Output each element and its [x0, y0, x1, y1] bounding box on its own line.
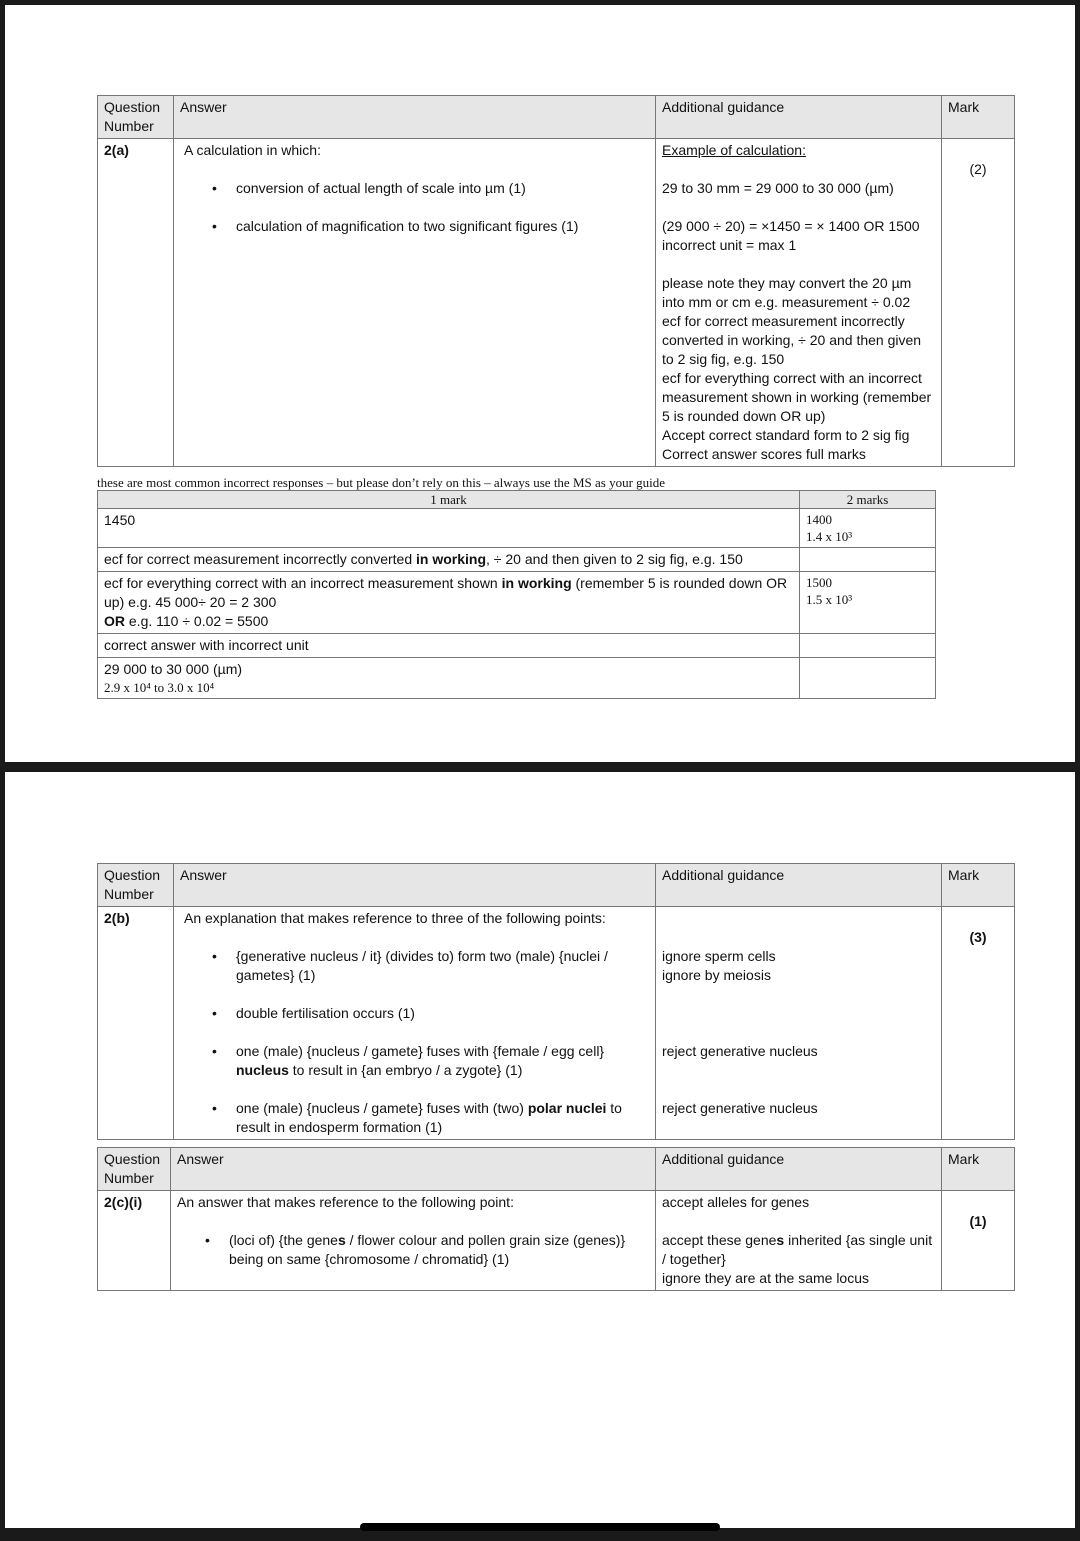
header-guidance: Additional guidance: [656, 96, 942, 139]
text: in working: [501, 575, 572, 591]
header-mark: Mark: [942, 864, 1015, 907]
response-row: [98, 658, 800, 699]
text: , ÷ 20 and then given to 2 sig fig, e.g. 150: [486, 551, 743, 567]
text: ecf for correct measurement incorrectly converted: [104, 551, 417, 567]
text: in working: [416, 551, 487, 567]
text: (remember 5 is rounded down OR up) e.g. 45 000÷ 20 = 2 300: [104, 575, 788, 610]
answer-intro: A calculation in which:: [184, 142, 321, 158]
text: OR: [104, 613, 125, 629]
guidance-line: [662, 1231, 935, 1269]
answer-intro: An answer that makes reference to the following point:: [177, 1194, 514, 1210]
answer-point: [177, 1231, 649, 1269]
page-2: [5, 772, 1075, 1528]
question-2b-table: [97, 863, 1015, 1140]
header-answer: Answer: [174, 96, 656, 139]
response-1450: 1450: [98, 509, 800, 548]
response-value: 1500: [806, 575, 832, 590]
text: to result in {an embryo / a zygote} (1): [288, 1062, 523, 1078]
mark-value: (3): [942, 907, 1015, 1140]
text: ecf for everything correct with an incorrect measurement shown: [104, 575, 502, 591]
answer-point: • conversion of actual length of scale into µm (1): [184, 179, 649, 198]
answer-intro: An explanation that makes reference to three of the following points:: [184, 910, 606, 926]
guidance-line: reject generative nucleus: [662, 1100, 818, 1116]
text: e.g. 110 ÷ 0.02 = 5500: [125, 613, 269, 629]
header-guidance: Additional guidance: [656, 864, 942, 907]
header-answer: Answer: [174, 864, 656, 907]
common-responses-table: [97, 490, 936, 699]
guidance-line: ignore they are at the same locus: [662, 1270, 870, 1286]
text: s: [776, 1232, 785, 1248]
response-value: 1.4 x 10³: [806, 529, 853, 544]
guidance-line: ecf for everything correct with an incorrect measurement shown in working (remember 5 is rounded down OR up): [662, 370, 932, 424]
response-row: [98, 572, 800, 634]
text: to result in endosperm formation (1): [236, 1100, 622, 1135]
text: inherited {as single unit / together}: [662, 1232, 933, 1267]
guidance-line: 29 to 30 mm = 29 000 to 30 000 (µm): [662, 180, 894, 196]
guidance-line: (29 000 ÷ 20) = ×1450 = × 1400 OR 1500 incorrect unit = max 1: [662, 218, 920, 253]
home-indicator[interactable]: [360, 1523, 720, 1531]
answer-point: • {generative nucleus / it} (divides to) form two (male) {nuclei / gametes} (1): [184, 947, 649, 985]
mark-value: (2): [942, 139, 1015, 467]
question-number: 2(b): [98, 907, 174, 1140]
header-mark: Mark: [942, 1148, 1015, 1191]
header-2-marks: 2 marks: [800, 491, 936, 509]
header-question-number: Question Number: [98, 1148, 171, 1191]
common-responses-caption: these are most common incorrect responses – but please don’t rely on this – always use the MS as your guide: [97, 475, 666, 490]
guidance-line: Accept correct standard form to 2 sig fig: [662, 427, 910, 443]
answer-point: • calculation of magnification to two significant figures (1): [184, 217, 649, 236]
guidance-line: reject generative nucleus: [662, 1043, 818, 1059]
text: (loci of) {the gene: [229, 1232, 338, 1248]
text: s: [337, 1232, 346, 1248]
text: 2.9 x 10⁴ to 3.0 x 10⁴: [104, 680, 215, 695]
header-question-number: Question Number: [98, 96, 174, 139]
text: / flower colour and pollen grain size (genes)} being on same {chromosome / chromatid} (1): [229, 1232, 626, 1267]
guidance-line: ignore sperm cells: [662, 948, 776, 964]
text: accept these gene: [662, 1232, 777, 1248]
guidance-line: please note they may convert the 20 µm into mm or cm e.g. measurement ÷ 0.02: [662, 275, 912, 310]
guidance-line: Correct answer scores full marks: [662, 446, 866, 462]
response-value: 1.5 x 10³: [806, 592, 853, 607]
guidance-line: ignore by meiosis: [662, 967, 771, 983]
answer-point: • double fertilisation occurs (1): [184, 1004, 649, 1023]
text: one (male) {nucleus / gamete} fuses with (two): [236, 1100, 528, 1116]
header-answer: Answer: [171, 1148, 656, 1191]
header-question-number: Question Number: [98, 864, 174, 907]
text: 29 000 to 30 000 (µm): [104, 661, 243, 677]
response-value: 1400: [806, 512, 832, 527]
mark-value: (1): [942, 1191, 1015, 1291]
question-number: 2(c)(i): [98, 1191, 171, 1291]
guidance-line: accept alleles for genes: [662, 1194, 810, 1210]
header-guidance: Additional guidance: [656, 1148, 942, 1191]
header-1-mark: 1 mark: [98, 491, 800, 509]
answer-point: [184, 1099, 649, 1137]
page-1: [5, 5, 1075, 762]
question-number: 2(a): [98, 139, 174, 467]
guidance-title: Example of calculation:: [662, 142, 806, 158]
header-mark: Mark: [942, 96, 1015, 139]
text: nucleus: [236, 1062, 289, 1078]
response-row: correct answer with incorrect unit: [98, 634, 800, 658]
text: polar nuclei: [527, 1100, 607, 1116]
text: one (male) {nucleus / gamete} fuses with {female / egg cell}: [236, 1043, 605, 1059]
question-2ci-table: [97, 1147, 1015, 1291]
answer-point: [184, 1042, 649, 1080]
question-2a-table: [97, 95, 1015, 467]
guidance-line: ecf for correct measurement incorrectly converted in working, ÷ 20 and then given to 2 sig fig, e.g. 150: [662, 313, 922, 367]
response-row: [98, 548, 800, 572]
